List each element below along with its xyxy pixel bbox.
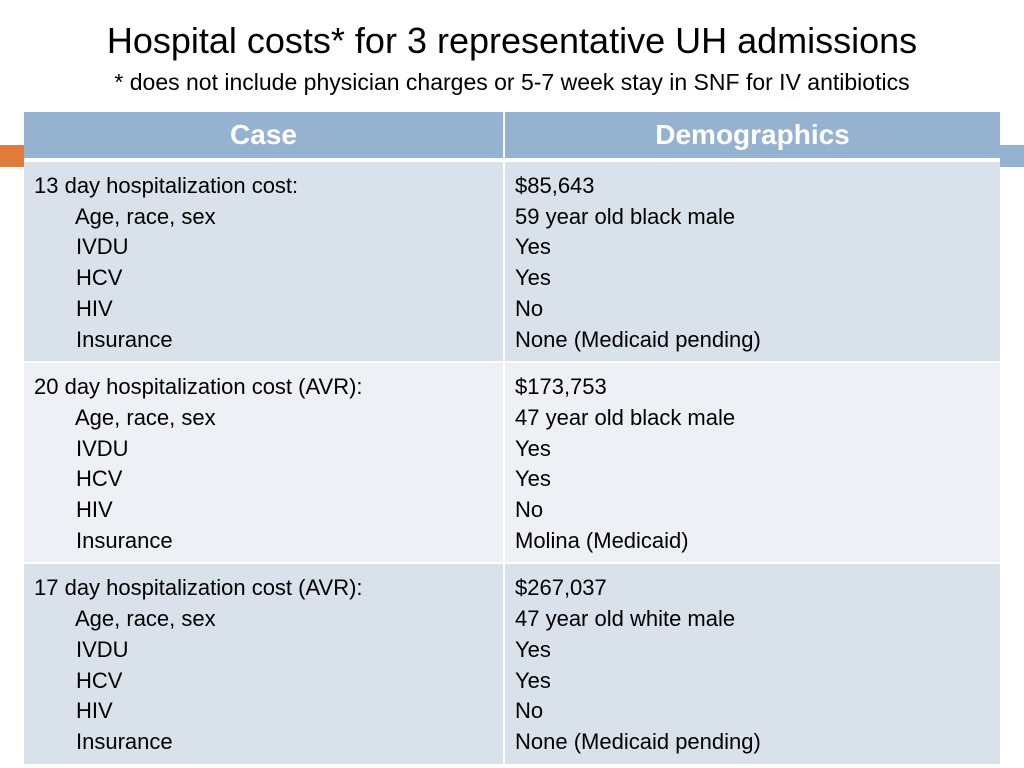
case-label: Age, race, sex	[75, 203, 216, 229]
header-case: Case	[24, 112, 504, 160]
table-row	[24, 563, 1000, 763]
demographic-value: Molina (Medicaid)	[515, 527, 689, 553]
case-label: Age, race, sex	[75, 606, 216, 632]
case-label: IVDU	[76, 636, 129, 662]
accent-bar-right	[1000, 145, 1024, 167]
demographic-value: No	[515, 698, 544, 724]
case-label: IVDU	[76, 435, 129, 461]
slide-title: Hospital costs* for 3 representative UH admissions	[106, 20, 918, 61]
demographic-value: 47 year old black male	[515, 404, 736, 430]
case-label: Insurance	[76, 728, 173, 754]
demographic-value: Yes	[515, 636, 551, 662]
case-label: HIV	[76, 497, 113, 523]
case-label: HCV	[76, 466, 123, 492]
demographic-value: Yes	[515, 667, 551, 693]
case-label: HCV	[76, 265, 123, 291]
header-demographics: Demographics	[504, 112, 1000, 160]
table-row	[24, 160, 1000, 362]
demographic-value: None (Medicaid pending)	[515, 326, 761, 352]
case-cell	[24, 160, 504, 362]
case-label: HIV	[76, 698, 113, 724]
case-cell	[24, 362, 504, 563]
demographics-cell	[504, 160, 1000, 362]
demographics-cell	[504, 362, 1000, 563]
cost-value: $85,643	[515, 173, 595, 198]
case-label: HCV	[76, 667, 123, 693]
case-cell	[24, 563, 504, 763]
cost-value: $267,037	[515, 575, 607, 601]
case-title: 20 day hospitalization cost (AVR):	[34, 374, 363, 400]
demographic-value: Yes	[515, 466, 551, 492]
demographic-value: Yes	[515, 234, 551, 260]
slide-subtitle: * does not include physician charges or 5-7 week stay in SNF for IV antibiotics	[114, 69, 910, 95]
case-label: HIV	[76, 295, 113, 321]
demographic-value: Yes	[515, 435, 551, 461]
hospital-costs-table	[24, 112, 1000, 764]
demographics-cell	[504, 563, 1000, 763]
demographic-value: No	[515, 295, 544, 321]
demographic-value: 47 year old white male	[515, 606, 736, 632]
case-label: Insurance	[76, 527, 173, 553]
demographic-value: No	[515, 497, 544, 523]
case-title: 13 day hospitalization cost:	[34, 173, 299, 198]
demographic-value: 59 year old black male	[515, 203, 736, 229]
case-label: IVDU	[76, 234, 129, 260]
table-row	[24, 362, 1000, 563]
table-header-row	[24, 112, 1000, 160]
demographic-value: Yes	[515, 265, 551, 291]
cost-value: $173,753	[515, 374, 607, 400]
case-label: Age, race, sex	[75, 404, 216, 430]
case-title: 17 day hospitalization cost (AVR):	[34, 575, 363, 601]
demographic-value: None (Medicaid pending)	[515, 728, 761, 754]
case-label: Insurance	[76, 326, 173, 352]
accent-bar-left	[0, 145, 24, 167]
